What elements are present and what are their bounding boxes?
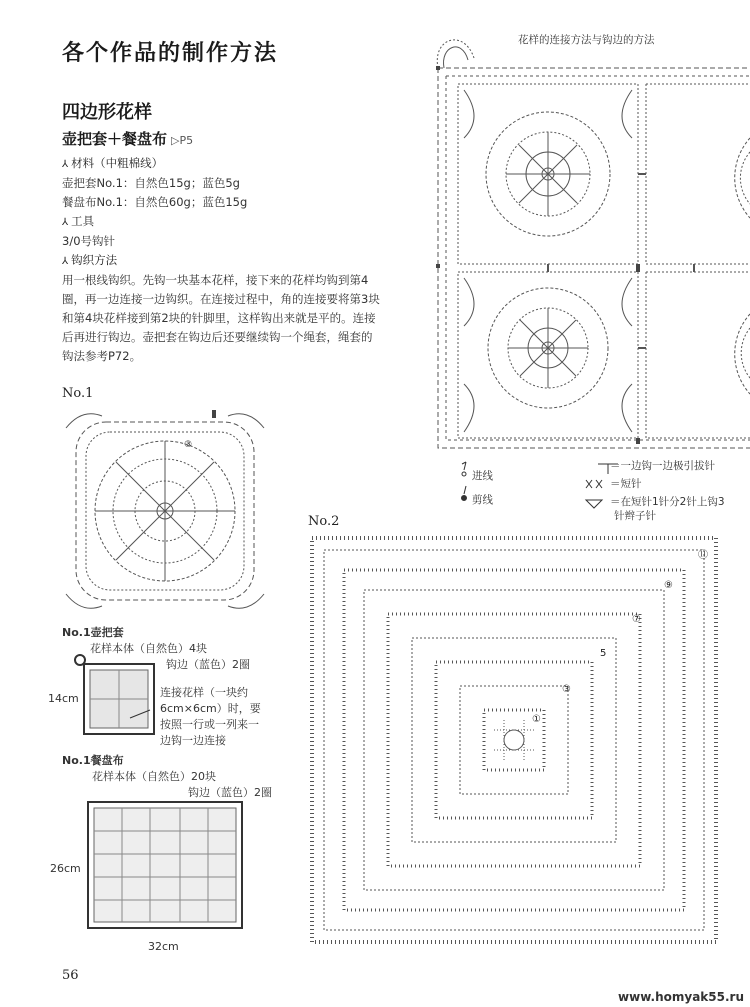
mat-width: 32cm (148, 940, 179, 953)
tools-heading: ⅄ 工具 (62, 214, 95, 228)
holder-piece: 花样本体（自然色）4块 (90, 642, 207, 655)
watermark: www.homyak55.ru (618, 990, 744, 1004)
holder-schematic (70, 648, 160, 738)
legend-chain-a: ＝在短针1针分2针上钩3 (610, 496, 725, 508)
legend-slip: ＝一边钩一边极引拔针 (610, 460, 715, 472)
bullet-icon: ⅄ (62, 159, 69, 170)
joined-motif-diagram (424, 28, 750, 460)
no2-round-11: ⑪ (698, 550, 708, 561)
method-heading: ⅄ 钩织方法 (62, 253, 118, 267)
holder-edge: 钩边（蓝色）2圈 (166, 658, 250, 671)
instructions (62, 154, 422, 366)
mat-edge: 钩边（蓝色）2圈 (188, 786, 272, 799)
holder-join-3: 边钩一边连接 (160, 734, 226, 747)
method-line: 用一根线钩织。先钩一块基本花样，接下来的花样均钩到第4 (62, 273, 369, 287)
project-title (62, 128, 193, 149)
no2-round-5: 5 (600, 648, 607, 659)
mat-height: 26cm (50, 862, 81, 875)
page-ref: ▷P5 (171, 134, 194, 147)
section-title: 四边形花样 (62, 102, 152, 123)
materials-line-1: 壶把套No.1：自然色15g；蓝色5g (62, 176, 240, 190)
project-title-text: 壶把套＋餐盘布 (62, 130, 168, 148)
no1-motif-chart (62, 408, 268, 614)
right-diagram-title: 花样的连接方法与钩边的方法 (518, 34, 655, 46)
no2-square-chart (308, 534, 720, 946)
method-line: 钩法参考P72。 (62, 349, 142, 363)
no2-round-1: ① (532, 714, 541, 725)
tools-line-1: 3/0号钩针 (62, 234, 116, 248)
holder-join-1: 6cm×6cm）时，要 (160, 702, 261, 715)
materials-heading: ⅄ 材料（中粗棉线） (62, 156, 164, 170)
no2-round-7: ⑦ (632, 614, 641, 625)
holder-join-2: 按照一行或一列来一 (160, 718, 259, 731)
page-title: 各个作品的制作方法 (62, 41, 279, 66)
no1-label: No.1 (62, 386, 94, 401)
page-number: 56 (62, 968, 79, 983)
method-line: 和第4块花样接到第2块的针脚里，这样钩出来就是平的。连接 (62, 311, 376, 325)
holder-join-0: 连接花样（一块约 (160, 686, 248, 699)
legend-sc: ＝短针 (610, 478, 642, 490)
materials-line-2: 餐盘布No.1：自然色60g；蓝色15g (62, 195, 248, 209)
mat-title: No.1餐盘布 (62, 754, 124, 767)
legend-out: 剪线 (472, 494, 493, 506)
mat-piece: 花样本体（自然色）20块 (92, 770, 216, 783)
no2-label: No.2 (308, 514, 340, 529)
no2-round-9: ⑨ (664, 580, 673, 591)
no1-round-3: ③ (184, 440, 193, 450)
holder-size: 14cm (48, 692, 79, 705)
legend-chain-b: 针辫子针 (614, 510, 656, 522)
mat-schematic (86, 800, 246, 932)
bullet-icon: ⅄ (62, 217, 69, 228)
no2-round-3: ③ (562, 684, 571, 695)
legend-in: 进线 (472, 470, 493, 482)
method-line: 圈，再一边连接一边钩织。在连接过程中，角的连接要将第3块 (62, 292, 380, 306)
holder-title: No.1壶把套 (62, 626, 124, 639)
method-line: 后再进行钩边。壶把套在钩边后还要继续钩一个绳套，绳套的 (62, 330, 373, 344)
bullet-icon: ⅄ (62, 256, 69, 267)
